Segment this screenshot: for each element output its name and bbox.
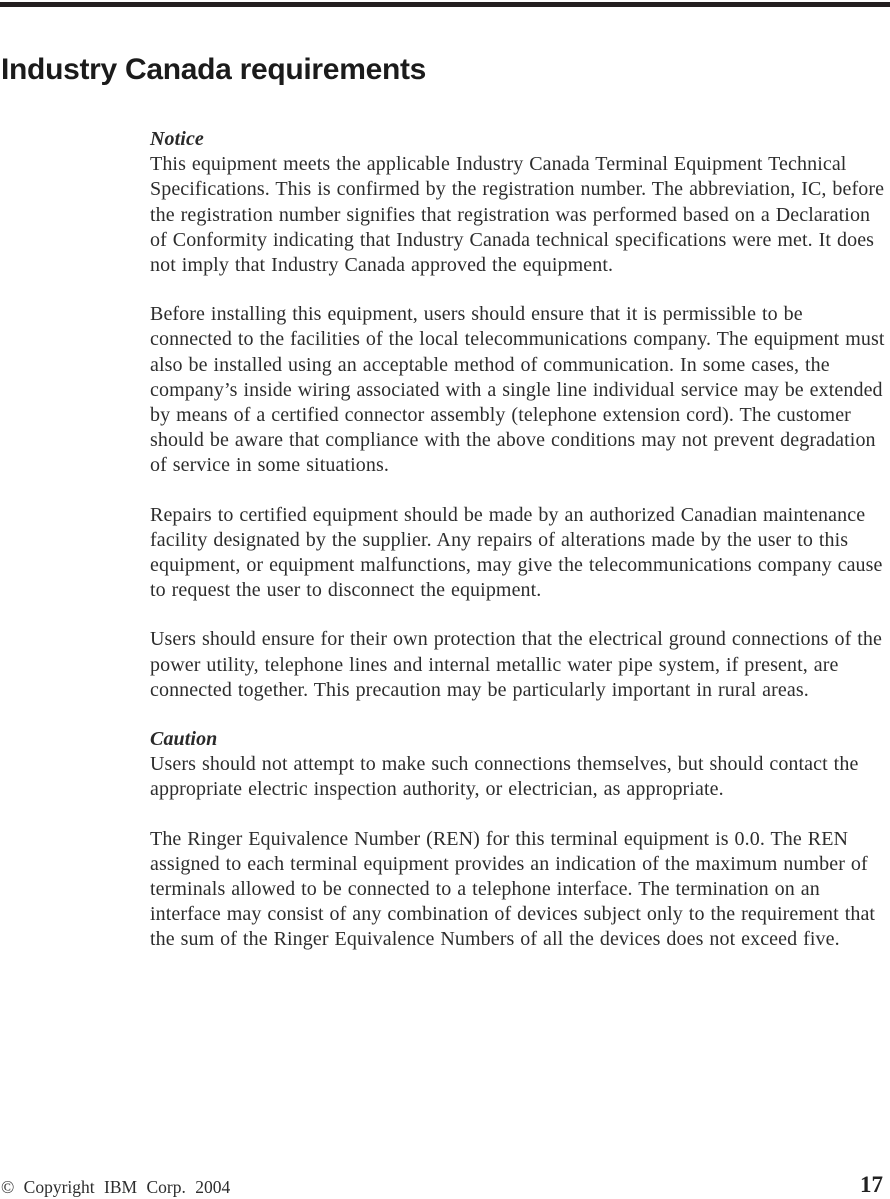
copyright-line: © Copyright IBM Corp. 2004 <box>1 1177 231 1197</box>
paragraph-ground-connections: Users should ensure for their own protection that the electrical ground connections of the power utility, telephone lines and internal metallic water pipe system, if present, are connected together. This precaution may be particularly important in rural areas. <box>150 628 882 701</box>
notice-label: Notice <box>150 128 204 150</box>
caution-paragraph: Users should not attempt to make such connections themselves, but should contact the appropriate electric inspection authority, or electrician, as appropriate. <box>150 753 859 801</box>
page-number: 17 <box>860 1172 883 1197</box>
page-title: Industry Canada requirements <box>1 53 427 86</box>
paragraph-installation: Before installing this equipment, users should ensure that it is permissible to be connected to the facilities of the local telecommunications company. The equipment must also be installed using an acceptable method of communication. In some cases, the company’s inside wiring associated with a single line individual service may be extended by means of a certified connector assembly (telephone extension cord). The customer should be aware that compliance with the above conditions may not prevent degradation of service in some situations. <box>150 303 885 477</box>
paragraph-repairs: Repairs to certified equipment should be made by an authorized Canadian maintenance facility designated by the supplier. Any repairs of alterations made by the user to this equipment, or equipment malfunctions, may give the telecommunications company cause to request the user to disconnect the equipment. <box>150 503 883 602</box>
notice-section <box>150 127 890 278</box>
page-top-rule <box>0 2 890 7</box>
paragraph-ren: The Ringer Equivalence Number (REN) for this terminal equipment is 0.0. The REN assigned to each terminal equipment provides an indication of the maximum number of terminals allowed to be connected to a telephone interface. The termination on an interface may consist of any combination of devices subject only to the requirement that the sum of the Ringer Equivalence Numbers of all the devices does not exceed five. <box>150 827 876 951</box>
caution-label: Caution <box>150 728 218 751</box>
body-text-block <box>150 127 890 977</box>
notice-paragraph: This equipment meets the applicable Industry Canada Terminal Equipment Technical Specifications. This is confirmed by the registration number. The abbreviation, IC, before the registration number signifies that registration was performed based on a Declaration of Conformity indicating that Industry Canada technical specifications were met. It does not imply that Industry Canada approved the equipment. <box>150 153 885 277</box>
caution-section <box>150 727 890 803</box>
